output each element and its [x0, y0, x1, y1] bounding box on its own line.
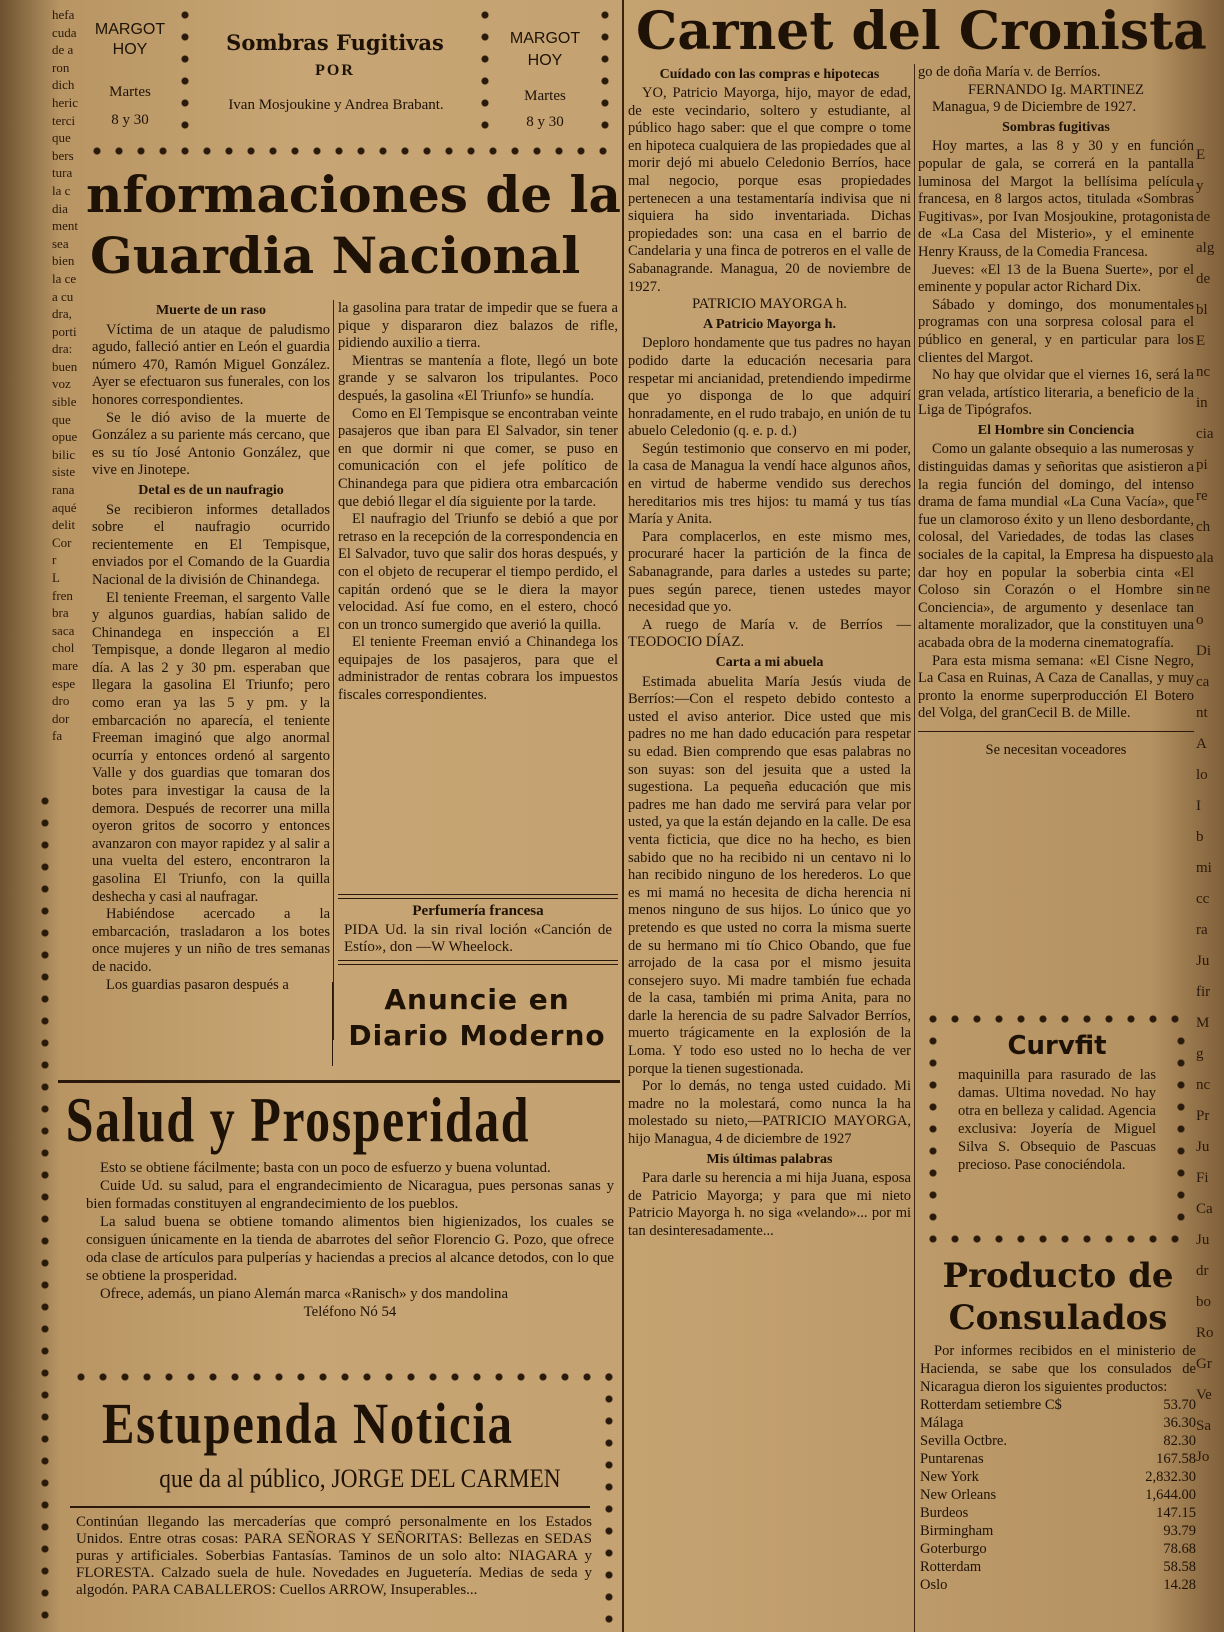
paragraph: Estimada abuelita María Jesús viuda de Berríos:—Con el respeto debido contesto a usted el aviso anterior. Dice usted que mis padres no me han dado educación para respetar su edad. Bien comprendo que esas palabras no son suyas: son del jesuita que a usted la sugestiona. La pequeña educación que mis padres me han dado me servirá para velar por usted, ya que la están dejando en la calle. De esa venta ficticia, que dice no ha hecho, es bien sabido que no ha recibido ni un centavo ni lo han recibido ninguno de los herederos. Lo que es mi mamá no hecesita de dicha herencia ni menos ninguno de sus hijos. Lo único que yo pretendo es que usted no corra la misma suerte de su hermano mi tío Chico Obando, que fue arrojado de la casa por el mismo jesuita consejero suyo. Mi madre también fue echada de la casa, también mi prima Anita, para no darle la herencia de su padre Salvador Berríos, muerto trágicamente en la explosión de la Loma. Y todo eso usted no lo hecha de ver porque la tienen sugestionada.	[628, 673, 911, 1077]
margot-right-time: 8 y 30	[526, 114, 564, 130]
paragraph: Víctima de un ataque de paludismo agudo, falleció antier en León el guardia número 470, Ramón Miguel González. Ayer se efectuaron sus funerales, con los honores correspondientes.	[92, 321, 330, 408]
sliver-fragment: ne	[1196, 581, 1211, 597]
curvfit-text: maquinilla para rasurado de las damas. Ultima novedad. No hay otra en belleza y calidad. Agencia exclusiva: Joyería de Miguel Silva S. Obsequio de Pascuas precioso. Pase conociéndola.	[958, 1067, 1156, 1173]
sliver-fragment: Pr	[1196, 1108, 1210, 1124]
paragraph: No hay que olvidar que el viernes 16, será la gran velada, artístico literaria, a beneficio de la Liga de Tipógrafos.	[918, 367, 1194, 419]
consulado-value: 78.68	[1163, 1541, 1196, 1557]
sliver-fragment: pi	[1196, 457, 1208, 473]
sliver-fragment: in	[1196, 395, 1208, 411]
sliver-fragment: bilic	[52, 446, 76, 462]
carnet-column-2	[918, 64, 1194, 984]
sliver-fragment: bien	[52, 253, 75, 269]
voceadores: Se necesitan voceadores	[985, 741, 1127, 758]
ornament-border	[474, 4, 496, 140]
ornament-border	[70, 1366, 610, 1388]
headline-line-1: nformaciones de la	[86, 165, 621, 224]
sliver-fragment: bo	[1196, 1294, 1211, 1310]
salud-telefono: Teléfono Nó 54	[303, 1304, 397, 1320]
paragraph: YO, Patricio Mayorga, hijo, mayor de edad, de este vecindario, soltero y estudiante, al público hago saber: que el que compre o tome en hipoteca cualquiera de las propiedades que al morir dejó mi abuelo Celedonio Berríos, hace mal negocio, porque esas propiedades pertenecen a una testamentaría indivisa que ni siquiera ha sido inventariada. Dichas propiedades son: una casa en el barrio de Candelaria y una finca de potreros en el valle de Sabanagrande. Managua, 20 de noviembre de 1927.	[628, 85, 911, 295]
paragraph: Por lo demás, no tenga usted cuidado. Mi madre no la molestará, como nunca la ha molestado su nieto,—PATRICIO MAYORGA, hijo Managua, 4 de diciembre de 1927	[628, 1078, 911, 1148]
producto-title-1: Producto de	[942, 1256, 1174, 1296]
sliver-fragment: fren	[52, 587, 73, 603]
paragraph: Sábado y domingo, dos monumentales programas con una sorpresa colosal para el público en general, y en particular para los clientes del Margot.	[918, 296, 1194, 366]
paragraph: Ofrece, además, un piano Alemán marca «Ranisch» y dos mandolina	[100, 1286, 509, 1302]
sliver-fragment: mare	[52, 657, 78, 673]
sliver-fragment: cc	[1196, 891, 1210, 907]
sliver-fragment: bl	[1196, 302, 1208, 318]
sliver-fragment: Ju	[1196, 953, 1210, 969]
paragraph: El teniente Freeman envió a Chinandega los equipajes de los pasajeros, para que el administrador de rentas cobrara los impuestos fiscales correspondientes.	[338, 634, 618, 704]
sliver-fragment: que	[52, 130, 71, 146]
sliver-fragment: dr	[1196, 1263, 1209, 1279]
subhead-muerte: Muerte de un raso	[155, 303, 267, 318]
sliver-fragment: Jo	[1196, 1449, 1210, 1465]
consulado-value: 82.30	[1163, 1433, 1196, 1449]
margot-left-label: MARGOT HOY	[94, 21, 166, 58]
sliver-fragment: heric	[52, 94, 78, 110]
sliver-fragment: cuda	[52, 24, 77, 40]
paragraph: Se le dió aviso de la muerte de González a su pariente más cercano, que es su tío José Antonio González, que vive en Jinotepe.	[92, 409, 330, 479]
anuncie-line-2: Diario Moderno	[348, 1019, 606, 1052]
sliver-fragment: dich	[52, 77, 75, 93]
sliver-fragment: dor	[52, 710, 70, 726]
sliver-fragment: aqué	[52, 499, 77, 515]
consulado-place: Burdeos	[920, 1505, 969, 1521]
sliver-fragment: de	[1196, 271, 1211, 287]
paragraph: El naufragio del Triunfo se debió a que por retraso en la recepción de la correspondencia en El Salvador, tuvo que salir dos horas después, y con el objeto de recuperar el tiempo perdido, el capitán ordenó que se le diera la mayor velocidad. Así fue como, en el estero, chocó con un tronco sumergido que averió la quilla.	[338, 511, 618, 633]
sliver-fragment: delit	[52, 517, 76, 533]
sliver-fragment: ment	[52, 218, 78, 234]
consulado-place: Goterburgo	[920, 1541, 987, 1557]
subhead-cuidado: Cuídado con las compras e hipotecas	[659, 67, 880, 82]
paragraph: La salud buena se obtiene tomando alimentos bien higienizados, los cuales se consiguen únicamente en la tienda de abarrotes del señor Florencio G. Pozo, que ofrece oda clase de artículos para pulperías y haciendas a precios al alcance detodos, con lo que se obtiene la prosperidad.	[86, 1214, 614, 1284]
signature: PATRICIO MAYORGA h.	[692, 296, 847, 313]
sliver-fragment: E	[1196, 333, 1206, 349]
sliver-fragment: sea	[52, 235, 69, 251]
sliver-fragment: Fi	[1196, 1170, 1209, 1186]
left-sliver-column	[52, 6, 90, 744]
sliver-fragment: dra:	[52, 341, 73, 357]
sliver-fragment: de a	[52, 42, 74, 58]
table-row	[920, 1414, 1196, 1432]
table-row	[920, 1468, 1196, 1486]
sliver-fragment: tura	[52, 165, 73, 181]
headline-guardia-nacional	[86, 165, 621, 287]
column-divider	[333, 300, 334, 1040]
sliver-fragment: Ca	[1196, 1201, 1213, 1217]
margot-left-time: 8 y 30	[111, 112, 149, 128]
table-row	[920, 1576, 1196, 1594]
consulado-value: 14.28	[1163, 1577, 1196, 1593]
curvfit-ad	[922, 1008, 1192, 1250]
sliver-fragment: lo	[1196, 767, 1208, 783]
sliver-fragment: dra,	[52, 306, 72, 322]
consulado-place: Rotterdam setiembre C$	[920, 1397, 1062, 1413]
rule	[338, 894, 618, 899]
consulado-value: 147.15	[1156, 1505, 1196, 1521]
consulado-value: 36.30	[1163, 1415, 1196, 1431]
sliver-fragment: I	[1196, 798, 1201, 814]
sliver-fragment: la c	[52, 182, 71, 198]
anuncie-line-1: Anuncie en	[384, 983, 570, 1016]
producto-section	[920, 1254, 1196, 1632]
consulado-place: Puntarenas	[920, 1451, 984, 1467]
sliver-fragment: porti	[52, 323, 77, 339]
sliver-fragment: siste	[52, 464, 76, 480]
rule	[70, 1506, 590, 1508]
sliver-fragment: bers	[52, 147, 74, 163]
paragraph: A ruego de María v. de Berríos —TEODOCIO DÍAZ.	[628, 616, 911, 651]
paragraph: El teniente Freeman, el sargento Valle y algunos guardias, habían salido de Chinandega en inspección a El Tempisque, a donde llegaron al medio día. A las 2 y 30 pm. esperaban que llegara la gasolina El Triunfo; pero como eran ya las 5 y pm. y la embarcación no aparecía, el teniente Freeman imaginó que algo anormal ocurría y entonces ordenó al sargento Valle y dos guardias que tomaran dos botes para investigar la causa de la demora. Después de recorrer una milla oyeron gritos de socorro y entonces avanzaron con mayor rapidez y al salir a una vuelta del estero, encontraron la gasolina El Triunfo, con la quilla deshecha y casi al naufragar.	[92, 589, 330, 905]
consulado-place: Birmingham	[920, 1523, 994, 1539]
sliver-fragment: hefa	[52, 7, 75, 22]
sliver-fragment: r	[52, 552, 57, 568]
sliver-fragment: espe	[52, 675, 76, 691]
sliver-fragment: Gr	[1196, 1356, 1212, 1372]
sliver-fragment: Cor	[52, 534, 72, 550]
paragraph: Deploro hondamente que tus padres no hayan podido darte la educación necesaria para respetar mi ancianidad, pretendiendo impedirme que yo disponga de lo que adquirí honradamente, en el rudo trabajo, en unión de tu abuelo Celedonio (q. e. p. d.)	[628, 335, 911, 440]
sliver-fragment: dia	[52, 200, 68, 216]
paragraph: Jueves: «El 13 de la Buena Suerte», por el eminente y popular actor Richard Dix.	[918, 261, 1194, 296]
subhead-a-patricio: A Patricio Mayorga h.	[703, 316, 836, 332]
signature: FERNANDO Ig. MARTINEZ	[968, 81, 1144, 98]
sliver-fragment: o	[1196, 612, 1204, 628]
consulado-value: 2,832.30	[1145, 1469, 1196, 1485]
sliver-fragment: nc	[1196, 1077, 1211, 1093]
anuncie-ad	[332, 982, 621, 1066]
perfumeria-title: Perfumería francesa	[412, 903, 544, 919]
subhead-sombras: Sombras fugitivas	[1002, 119, 1110, 135]
sliver-fragment: opue	[52, 429, 78, 445]
column-divider	[914, 64, 915, 1632]
table-row	[920, 1540, 1196, 1558]
sliver-fragment: g	[1196, 1046, 1204, 1062]
ad-title: Sombras Fugitivas	[226, 30, 444, 55]
column-divider	[622, 0, 624, 1632]
consulado-place: Rotterdam	[920, 1559, 982, 1575]
consulado-value: 1,644.00	[1145, 1487, 1196, 1503]
consulado-place: Sevilla Octbre.	[920, 1433, 1007, 1449]
producto-table	[920, 1396, 1196, 1594]
table-row	[920, 1504, 1196, 1522]
consulado-place: New Orleans	[920, 1487, 997, 1503]
salud-ad	[58, 1080, 620, 1380]
paragraph: Según testimonio que conservo en mi poder, la casa de Managua la vendí hace algunos años, en virtud de haberme vendido sus derechos hereditarios mis tres hijos: tu mamá y tus tías María y Anita.	[628, 440, 911, 528]
sliver-fragment: de	[1196, 209, 1211, 225]
paragraph: Como en El Tempisque se encontraban veinte pasajeros que iban para El Salvador, sin tener en que dormir ni que comer, se puso en comunicación con el jefe político de Chinandega para que pidiera otra embarcación que debió llegar el día siguiente por la tarde.	[338, 405, 618, 510]
sliver-fragment: sible	[52, 394, 77, 410]
paragraph: Los guardias pasaron después a	[106, 976, 289, 993]
consulado-value: 58.58	[1163, 1559, 1196, 1575]
table-row	[920, 1486, 1196, 1504]
dateline: Managua, 9 de Diciembre de 1927.	[932, 99, 1137, 116]
paragraph: Cuide Ud. su salud, para el engrandecimiento de Nicaragua, pues personas sanas y bien formadas constituyen al engrandecimiento de los pueblos.	[86, 1178, 614, 1212]
table-row	[920, 1450, 1196, 1468]
sliver-fragment: alg	[1196, 240, 1215, 256]
paragraph: Como un galante obsequio a las numerosas y distinguidas damas y señoritas que asistieron a la regia función del domingo, del intenso drama de fama mundial «La Cuna Vacía», que fue un clamoroso éxito y un lleno desbordante, colosal, del Variedades, de todas las clases sociales de la capital, la Empresa ha dispuesto dar hoy en popular la soberbia cinta «El Coloso sin Corazón o el Hombre sin Conciencia», de argumento y desenlace tan altamente moralizador, que la constituyen una acabada obra de la moderna cinematografía.	[918, 441, 1194, 651]
estupenda-text: Continúan llegando las mercaderías que compró personalmente en los Estados Unidos. Entre otras cosas: PARA SEÑORAS Y SEÑORITAS: Bellezas en SEDAS puras y artificiales. Soberbias Fantasías. Taminos de un solo alto: NIAGARA y FLORESTA. Calzado suela de hule. Novedades en Juguetería. Medias de seda y algodón. PARA CABALLEROS: Cuellos ARROW, Insuperables...	[76, 1514, 592, 1598]
consulado-place: New York	[920, 1469, 979, 1485]
sliver-fragment: chol	[52, 640, 75, 656]
rule	[918, 731, 1194, 732]
sliver-fragment: nc	[1196, 364, 1211, 380]
producto-title-2: Consulados	[948, 1298, 1168, 1338]
paragraph: Para complacerlos, en este mismo mes, procuraré hacer la partición de la finca de Sabanagrande, para darles a ustedes su parte; pues según parece, tienen ustedes mayor necesidad que yo.	[628, 528, 911, 616]
sliver-fragment: Ju	[1196, 1232, 1210, 1248]
sliver-fragment: ca	[1196, 674, 1210, 690]
sliver-fragment: M	[1196, 1015, 1210, 1031]
rule	[58, 1080, 620, 1083]
sliver-fragment: mi	[1196, 860, 1212, 876]
guardia-column-1	[92, 300, 330, 1072]
sliver-fragment: que	[52, 411, 71, 427]
consulado-value: 167.58	[1156, 1451, 1196, 1467]
paragraph: Habiéndose acercado a la embarcación, trasladaron a los botes once mujeres y un niño de tres semanas de nacido.	[92, 906, 330, 975]
paragraph: Para darle su herencia a mi hija Juana, esposa de Patricio Mayorga; y para que mi nieto Patricio Mayorga h. no siga «velando»... por mi tan desinteresadamente...	[628, 1170, 911, 1239]
sliver-fragment: Ju	[1196, 1139, 1210, 1155]
ornament-border	[1170, 1030, 1192, 1228]
perfumeria-ad	[338, 890, 618, 974]
sliver-fragment: ala	[1196, 550, 1214, 566]
paragraph: Mientras se mantenía a flote, llegó un bote grande y se salvaron los tripulantes. Poco después, la gasolina «El Triunfo» se hundía.	[338, 352, 618, 404]
consulado-place: Oslo	[920, 1577, 948, 1593]
estupenda-ad	[60, 1366, 620, 1632]
margot-left-day: Martes	[109, 84, 151, 100]
sliver-fragment: cia	[1196, 426, 1214, 442]
right-sliver-column	[1196, 140, 1224, 1632]
ornament-border	[594, 4, 616, 140]
sliver-fragment: ra	[1196, 922, 1208, 938]
guardia-column-2	[338, 300, 618, 890]
subhead-carta: Carta a mi abuela	[715, 655, 824, 670]
paragraph: Esto se obtiene fácilmente; basta con un poco de esfuerzo y buena voluntad.	[100, 1160, 551, 1176]
consulado-value: 93.79	[1163, 1523, 1196, 1539]
curvfit-title: Curvfit	[1007, 1031, 1107, 1061]
subhead-naufragio: Detal es de un naufragio	[138, 482, 284, 498]
sliver-fragment: L	[52, 570, 60, 585]
subhead-ultimas: Mis últimas palabras	[706, 1151, 833, 1167]
salud-title: Salud y Prosperidad	[65, 1084, 531, 1155]
sliver-fragment: fir	[1196, 984, 1211, 1000]
sliver-fragment: nt	[1196, 705, 1208, 721]
ornament-border	[86, 140, 616, 162]
sliver-fragment: dro	[52, 693, 70, 709]
sliver-fragment: b	[1196, 829, 1204, 845]
ornament-border	[922, 1228, 1192, 1250]
sliver-fragment: Di	[1196, 643, 1211, 659]
sliver-fragment: A	[1196, 736, 1207, 752]
paragraph: Se recibieron informes detallados sobre el naufragio ocurrido recientemente en El Tempisque, enviados por el Comando de la Guardia Nacional de la división de Chinandega.	[92, 501, 330, 588]
sliver-fragment: Ve	[1196, 1387, 1212, 1403]
producto-intro: Por informes recibidos en el ministerio de Hacienda, se sabe que los consulados de Nicaragua dieron los siguientes productos:	[920, 1343, 1196, 1395]
sliver-fragment: a cu	[52, 288, 74, 304]
ornament-border	[922, 1008, 1192, 1030]
ad-actors: Ivan Mosjoukine y Andrea Brabant.	[228, 97, 444, 113]
sliver-fragment: E	[1196, 147, 1206, 163]
rule	[338, 960, 618, 965]
ornament-border	[174, 4, 196, 140]
paragraph: Hoy martes, a las 8 y 30 y en función popular de gala, se correrá en la pantalla luminosa del Margot la bellísima película francesa, en 8 largos actos, titulada «Sombras Fugitivas», por Ivan Mosjoukine, protagonista de «La Casa del Misterio», y el eminente Henry Krauss, de la Comedia Francesa.	[918, 138, 1194, 260]
margot-right-day: Martes	[524, 88, 566, 104]
ad-por: POR	[315, 62, 355, 79]
paragraph: la gasolina para tratar de impedir que se fuera a pique y dispararon diez balazos de rifle, pidiendo auxilio a tierra.	[338, 300, 618, 352]
consulado-value: 53.70	[1163, 1397, 1196, 1413]
sliver-fragment: voz	[52, 376, 71, 392]
ornament-border	[34, 790, 58, 1632]
ornament-border	[922, 1030, 944, 1228]
estupenda-title: Estupenda Noticia	[102, 1391, 514, 1456]
carnet-column-1	[628, 64, 911, 1632]
sliver-fragment: bra	[52, 605, 69, 621]
paragraph: go de doña María v. de Berríos.	[918, 64, 1101, 80]
sliver-fragment: Sa	[1196, 1418, 1211, 1434]
table-row	[920, 1432, 1196, 1450]
subhead-hombre: El Hombre sin Conciencia	[977, 422, 1135, 438]
sliver-fragment: ron	[52, 59, 70, 75]
table-row	[920, 1396, 1196, 1414]
sliver-fragment: re	[1196, 488, 1208, 504]
consulado-place: Málaga	[920, 1415, 964, 1431]
margot-ad	[86, 4, 616, 160]
salud-body	[58, 1155, 620, 1321]
paragraph: Para esta misma semana: «El Cisne Negro, La Casa en Ruinas, A Caza de Canallas, y muy pronto la enorme superproducción El Botero del Volga, del granCecil B. de Mille.	[918, 652, 1194, 722]
carnet-title: Carnet del Cronista	[636, 1, 1207, 62]
sliver-fragment: la ce	[52, 270, 77, 286]
estupenda-subtitle: que da al público, JORGE DEL CARMEN	[159, 1464, 561, 1493]
table-row	[920, 1522, 1196, 1540]
ornament-border	[598, 1366, 620, 1632]
sliver-fragment: ch	[1196, 519, 1211, 535]
sliver-fragment: terci	[52, 112, 76, 128]
table-row	[920, 1558, 1196, 1576]
headline-line-2: Guardia Nacional	[90, 226, 581, 285]
sliver-fragment: buen	[52, 358, 78, 374]
sliver-fragment: saca	[52, 622, 75, 638]
sliver-fragment: y	[1196, 178, 1204, 194]
margot-right-label: MARGOT HOY	[509, 30, 581, 69]
sliver-fragment: Ro	[1196, 1325, 1214, 1341]
sliver-fragment: fa	[52, 728, 63, 744]
perfumeria-text: PIDA Ud. la sin rival loción «Canción de Estío», don —W Wheelock.	[344, 922, 612, 955]
sliver-fragment: rana	[52, 482, 75, 498]
